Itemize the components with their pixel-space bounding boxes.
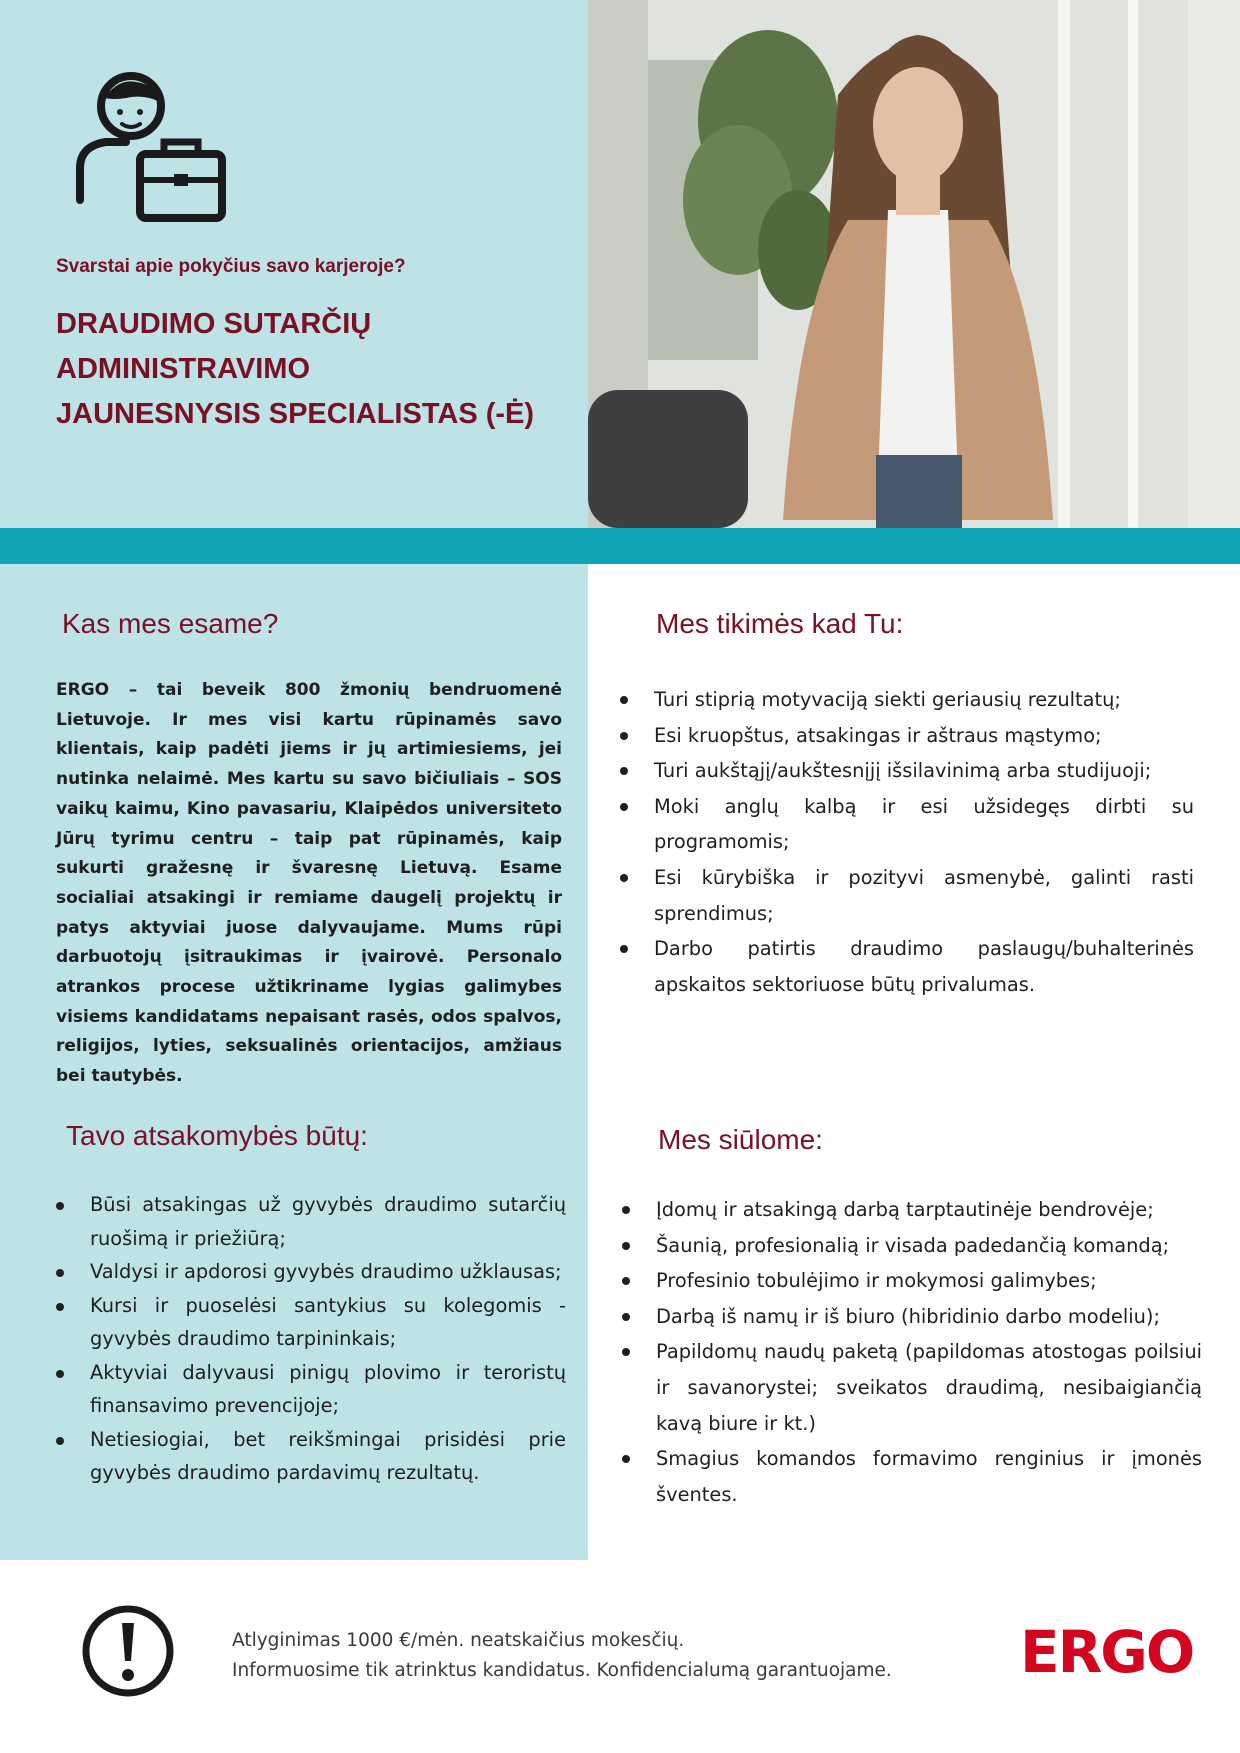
- job-title-line: JAUNESNYSIS SPECIALISTAS (-Ė): [56, 398, 535, 430]
- list-item: Turi aukštąjį/aukštesnįjį išsilavinimą arba studijuoji;: [616, 753, 1194, 789]
- list-item: Moki anglų kalbą ir esi užsidegęs dirbti su programomis;: [616, 789, 1194, 860]
- header-eyebrow: Svarstai apie pokyčius savo karjeroje?: [56, 256, 406, 277]
- list-item: Darbą iš namų ir iš biuro (hibridinio darbo modeliu);: [618, 1299, 1202, 1335]
- list-item: Profesinio tobulėjimo ir mokymosi galimybes;: [618, 1263, 1202, 1299]
- person-briefcase-icon: [74, 68, 230, 224]
- confidentiality-note: Informuosime tik atrinktus kandidatus. Konfidencialumą garantuojame.: [232, 1660, 892, 1681]
- about-text: ERGO – tai beveik 800 žmonių bendruomenė Lietuvoje. Ir mes visi kartu rūpinamės savo klientais, kaip padėti jiems ir jų artimiesiems, jei nutinka nelaimė. Mes kartu su savo bičiuliais – SOS vaikų kaimu, Kino pavasariu, Klaipėdos universiteto Jūrų tyrimu centru – taip pat rūpinamės, kaip sukurti gražesnę ir švaresnę Lietuvą. Esame socialiai atsakingi ir remiame daugelį projektų ir patys aktyviai juose dalyvaujame. Mums rūpi darbuotojų įsitraukimas ir įvairovė. Personalo atrankos procese užtikriname lygias galimybes visiems kandidatams nepaisant rasės, odos spalvos, religijos, lyties, seksualinės orientacijos, amžiaus bei tautybės.: [56, 680, 562, 1087]
- list-item: Kursi ir puoselėsi santykius su kolegomis - gyvybės draudimo tarpininkais;: [52, 1289, 566, 1356]
- exclamation-circle-icon: [80, 1603, 176, 1699]
- list-item: Įdomų ir atsakingą darbą tarptautinėje bendrovėje;: [618, 1192, 1202, 1228]
- list-item: Turi stiprią motyvaciją siekti geriausių rezultatų;: [616, 682, 1194, 718]
- duties-list: [52, 1188, 566, 1490]
- footer-text: [232, 1626, 892, 1686]
- list-item: Esi kruopštus, atsakingas ir aštraus mąstymo;: [616, 718, 1194, 754]
- photo-illustration: [588, 0, 1240, 528]
- expect-heading: Mes tikimės kad Tu:: [656, 608, 904, 639]
- expect-list: [616, 682, 1194, 1002]
- job-title-line: DRAUDIMO SUTARČIŲ: [56, 308, 372, 340]
- salary-text: Atlyginimas 1000 €/mėn. neatskaičius mokesčių.: [232, 1630, 685, 1651]
- list-item: Smagius komandos formavimo renginius ir įmonės šventes.: [618, 1441, 1202, 1512]
- duties-heading: Tavo atsakomybės būtų:: [66, 1120, 368, 1151]
- list-item: Aktyviai dalyvausi pinigų plovimo ir teroristų finansavimo prevencijoje;: [52, 1356, 566, 1423]
- list-item: Esi kūrybiška ir pozityvi asmenybė, galinti rasti sprendimus;: [616, 860, 1194, 931]
- list-item: Netiesiogiai, bet reikšmingai prisidėsi prie gyvybės draudimo pardavimų rezultatų.: [52, 1423, 566, 1490]
- job-title-line: ADMINISTRAVIMO: [56, 353, 311, 385]
- list-item: Papildomų naudų paketą (papildomas atostogas poilsiui ir savanorystei; sveikatos draudimą, nesibaigiančią kavą biure ir kt.): [618, 1334, 1202, 1441]
- woman-portrait-photo: [588, 0, 1240, 528]
- list-item: Šaunią, profesionalią ir visada padedančią komandą;: [618, 1228, 1202, 1264]
- job-title: [56, 302, 556, 437]
- list-item: Darbo patirtis draudimo paslaugų/buhalterinės apskaitos sektoriuose būtų privalumas.: [616, 931, 1194, 1002]
- about-heading: Kas mes esame?: [62, 608, 279, 639]
- list-item: Valdysi ir apdorosi gyvybės draudimo užklausas;: [52, 1255, 566, 1289]
- list-item: Būsi atsakingas už gyvybės draudimo sutarčių ruošimą ir priežiūrą;: [52, 1188, 566, 1255]
- ergo-logo: ERGO: [1020, 1618, 1194, 1686]
- offer-list: [618, 1192, 1202, 1512]
- accent-band: [0, 528, 1240, 564]
- offer-heading: Mes siūlome:: [658, 1124, 823, 1155]
